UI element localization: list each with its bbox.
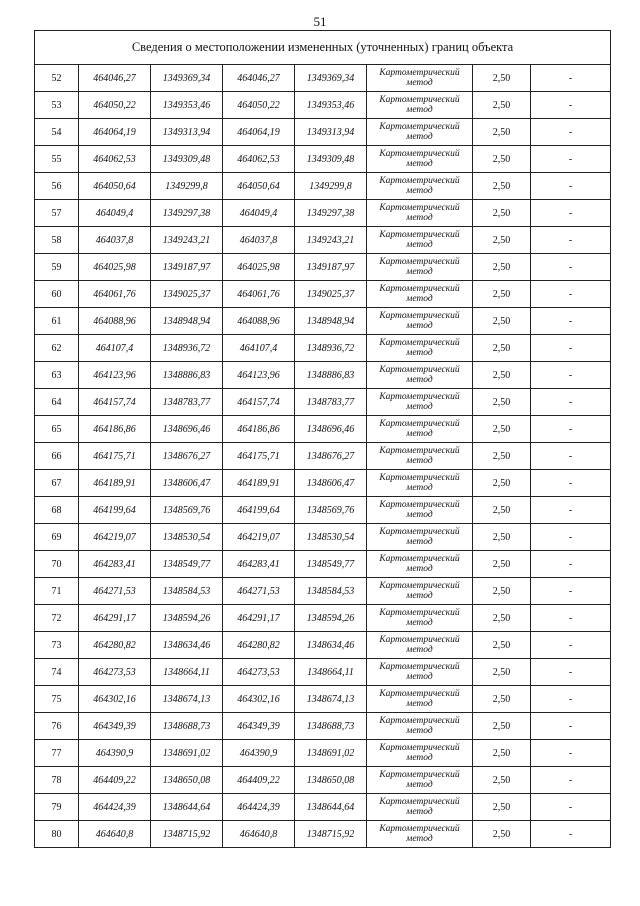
method-text: Картометрический метод	[379, 716, 460, 736]
existing-y-cell: 1348886,83	[151, 362, 223, 389]
refined-x-cell: 464283,41	[223, 551, 295, 578]
refined-x-cell: 464049,4	[223, 200, 295, 227]
table-row	[35, 686, 611, 713]
refined-x-cell: 464291,17	[223, 605, 295, 632]
point-number-cell: 66	[35, 443, 79, 470]
table-row	[35, 821, 611, 848]
refined-x-cell: 464189,91	[223, 470, 295, 497]
method-cell	[367, 416, 473, 443]
method-text: Картометрический метод	[379, 392, 460, 412]
refined-x-cell: 464064,19	[223, 119, 295, 146]
method-cell	[367, 146, 473, 173]
existing-x-cell: 464025,98	[79, 254, 151, 281]
point-number-cell: 54	[35, 119, 79, 146]
existing-y-cell: 1349243,21	[151, 227, 223, 254]
existing-x-cell: 464219,07	[79, 524, 151, 551]
existing-y-cell: 1348530,54	[151, 524, 223, 551]
existing-x-cell: 464273,53	[79, 659, 151, 686]
refined-y-cell: 1349243,21	[295, 227, 367, 254]
description-cell: -	[531, 524, 611, 551]
refined-y-cell: 1348696,46	[295, 416, 367, 443]
precision-cell: 2,50	[473, 65, 531, 92]
point-number-cell: 77	[35, 740, 79, 767]
method-cell	[367, 65, 473, 92]
table-row	[35, 713, 611, 740]
table-row	[35, 173, 611, 200]
refined-y-cell: 1348783,77	[295, 389, 367, 416]
existing-x-cell: 464302,16	[79, 686, 151, 713]
point-number-cell: 53	[35, 92, 79, 119]
description-cell: -	[531, 713, 611, 740]
existing-y-cell: 1349025,37	[151, 281, 223, 308]
existing-x-cell: 464640,8	[79, 821, 151, 848]
point-number-cell: 60	[35, 281, 79, 308]
description-cell: -	[531, 254, 611, 281]
precision-cell: 2,50	[473, 578, 531, 605]
refined-y-cell: 1348634,46	[295, 632, 367, 659]
method-text: Картометрический метод	[379, 257, 460, 277]
existing-y-cell: 1348664,11	[151, 659, 223, 686]
table-row	[35, 92, 611, 119]
method-cell	[367, 308, 473, 335]
description-cell: -	[531, 659, 611, 686]
refined-x-cell: 464157,74	[223, 389, 295, 416]
point-number-cell: 64	[35, 389, 79, 416]
refined-y-cell: 1348644,64	[295, 794, 367, 821]
table-row	[35, 254, 611, 281]
precision-cell: 2,50	[473, 470, 531, 497]
method-cell	[367, 92, 473, 119]
method-cell	[367, 821, 473, 848]
existing-y-cell: 1349187,97	[151, 254, 223, 281]
method-text: Картометрический метод	[379, 581, 460, 601]
table-title: Сведения о местоположении измененных (уточненных) границ объекта	[35, 31, 611, 65]
table-row	[35, 200, 611, 227]
method-cell	[367, 605, 473, 632]
refined-x-cell: 464050,64	[223, 173, 295, 200]
existing-y-cell: 1348674,13	[151, 686, 223, 713]
method-cell	[367, 470, 473, 497]
method-text: Картометрический метод	[379, 95, 460, 115]
method-text: Картометрический метод	[379, 122, 460, 142]
existing-x-cell: 464349,39	[79, 713, 151, 740]
existing-x-cell: 464424,39	[79, 794, 151, 821]
table-row	[35, 146, 611, 173]
point-number-cell: 79	[35, 794, 79, 821]
precision-cell: 2,50	[473, 335, 531, 362]
description-cell: -	[531, 389, 611, 416]
method-text: Картометрический метод	[379, 500, 460, 520]
method-cell	[367, 335, 473, 362]
method-cell	[367, 119, 473, 146]
description-cell: -	[531, 578, 611, 605]
precision-cell: 2,50	[473, 362, 531, 389]
table-row	[35, 632, 611, 659]
method-cell	[367, 497, 473, 524]
point-number-cell: 62	[35, 335, 79, 362]
method-cell	[367, 767, 473, 794]
method-cell	[367, 173, 473, 200]
method-text: Картометрический метод	[379, 68, 460, 88]
method-cell	[367, 632, 473, 659]
method-cell	[367, 227, 473, 254]
refined-y-cell: 1348676,27	[295, 443, 367, 470]
method-text: Картометрический метод	[379, 689, 460, 709]
method-cell	[367, 740, 473, 767]
refined-y-cell: 1349297,38	[295, 200, 367, 227]
existing-x-cell: 464050,64	[79, 173, 151, 200]
method-text: Картометрический метод	[379, 365, 460, 385]
refined-x-cell: 464107,4	[223, 335, 295, 362]
table-row	[35, 416, 611, 443]
method-text: Картометрический метод	[379, 743, 460, 763]
method-cell	[367, 551, 473, 578]
point-number-cell: 56	[35, 173, 79, 200]
description-cell: -	[531, 794, 611, 821]
method-text: Картометрический метод	[379, 176, 460, 196]
method-cell	[367, 254, 473, 281]
table-row	[35, 740, 611, 767]
table-row	[35, 281, 611, 308]
description-cell: -	[531, 281, 611, 308]
table-row	[35, 470, 611, 497]
description-cell: -	[531, 362, 611, 389]
point-number-cell: 61	[35, 308, 79, 335]
point-number-cell: 52	[35, 65, 79, 92]
method-text: Картометрический метод	[379, 635, 460, 655]
point-number-cell: 63	[35, 362, 79, 389]
existing-y-cell: 1349313,94	[151, 119, 223, 146]
description-cell: -	[531, 146, 611, 173]
description-cell: -	[531, 92, 611, 119]
description-cell: -	[531, 173, 611, 200]
method-text: Картометрический метод	[379, 554, 460, 574]
point-number-cell: 71	[35, 578, 79, 605]
existing-y-cell: 1349297,38	[151, 200, 223, 227]
method-cell	[367, 713, 473, 740]
precision-cell: 2,50	[473, 443, 531, 470]
precision-cell: 2,50	[473, 119, 531, 146]
method-text: Картометрический метод	[379, 527, 460, 547]
table-row	[35, 335, 611, 362]
method-cell	[367, 524, 473, 551]
precision-cell: 2,50	[473, 92, 531, 119]
existing-y-cell: 1348594,26	[151, 605, 223, 632]
existing-x-cell: 464037,8	[79, 227, 151, 254]
method-text: Картометрический метод	[379, 608, 460, 628]
refined-y-cell: 1348530,54	[295, 524, 367, 551]
point-number-cell: 75	[35, 686, 79, 713]
method-cell	[367, 389, 473, 416]
existing-y-cell: 1348569,76	[151, 497, 223, 524]
refined-y-cell: 1349299,8	[295, 173, 367, 200]
description-cell: -	[531, 551, 611, 578]
table-row	[35, 227, 611, 254]
existing-y-cell: 1348948,94	[151, 308, 223, 335]
existing-y-cell: 1348696,46	[151, 416, 223, 443]
table-row	[35, 308, 611, 335]
refined-x-cell: 464409,22	[223, 767, 295, 794]
method-text: Картометрический метод	[379, 230, 460, 250]
table-row	[35, 605, 611, 632]
existing-y-cell: 1348676,27	[151, 443, 223, 470]
existing-x-cell: 464199,64	[79, 497, 151, 524]
table-row	[35, 497, 611, 524]
refined-y-cell: 1348650,08	[295, 767, 367, 794]
table-row	[35, 362, 611, 389]
method-text: Картометрический метод	[379, 338, 460, 358]
point-number-cell: 68	[35, 497, 79, 524]
table-body	[35, 65, 611, 848]
description-cell: -	[531, 686, 611, 713]
existing-y-cell: 1348634,46	[151, 632, 223, 659]
description-cell: -	[531, 605, 611, 632]
refined-y-cell: 1348549,77	[295, 551, 367, 578]
table-row	[35, 389, 611, 416]
precision-cell: 2,50	[473, 551, 531, 578]
refined-x-cell: 464061,76	[223, 281, 295, 308]
point-number-cell: 67	[35, 470, 79, 497]
existing-x-cell: 464280,82	[79, 632, 151, 659]
point-number-cell: 55	[35, 146, 79, 173]
table-row	[35, 119, 611, 146]
refined-y-cell: 1348569,76	[295, 497, 367, 524]
description-cell: -	[531, 470, 611, 497]
existing-x-cell: 464175,71	[79, 443, 151, 470]
table-row	[35, 65, 611, 92]
precision-cell: 2,50	[473, 497, 531, 524]
description-cell: -	[531, 416, 611, 443]
method-text: Картометрический метод	[379, 824, 460, 844]
method-cell	[367, 686, 473, 713]
method-text: Картометрический метод	[379, 419, 460, 439]
refined-y-cell: 1349309,48	[295, 146, 367, 173]
refined-y-cell: 1348886,83	[295, 362, 367, 389]
refined-y-cell: 1348594,26	[295, 605, 367, 632]
refined-y-cell: 1349353,46	[295, 92, 367, 119]
point-number-cell: 76	[35, 713, 79, 740]
table-row	[35, 551, 611, 578]
description-cell: -	[531, 119, 611, 146]
refined-x-cell: 464349,39	[223, 713, 295, 740]
refined-x-cell: 464037,8	[223, 227, 295, 254]
refined-y-cell: 1348584,53	[295, 578, 367, 605]
existing-x-cell: 464123,96	[79, 362, 151, 389]
point-number-cell: 72	[35, 605, 79, 632]
refined-x-cell: 464088,96	[223, 308, 295, 335]
precision-cell: 2,50	[473, 713, 531, 740]
description-cell: -	[531, 497, 611, 524]
existing-y-cell: 1348715,92	[151, 821, 223, 848]
point-number-cell: 70	[35, 551, 79, 578]
method-cell	[367, 794, 473, 821]
existing-y-cell: 1348584,53	[151, 578, 223, 605]
point-number-cell: 59	[35, 254, 79, 281]
refined-x-cell: 464280,82	[223, 632, 295, 659]
method-cell	[367, 578, 473, 605]
precision-cell: 2,50	[473, 200, 531, 227]
precision-cell: 2,50	[473, 524, 531, 551]
existing-y-cell: 1348691,02	[151, 740, 223, 767]
refined-y-cell: 1348948,94	[295, 308, 367, 335]
refined-x-cell: 464302,16	[223, 686, 295, 713]
point-number-cell: 74	[35, 659, 79, 686]
existing-x-cell: 464062,53	[79, 146, 151, 173]
refined-x-cell: 464046,27	[223, 65, 295, 92]
existing-x-cell: 464291,17	[79, 605, 151, 632]
precision-cell: 2,50	[473, 794, 531, 821]
precision-cell: 2,50	[473, 740, 531, 767]
refined-y-cell: 1349313,94	[295, 119, 367, 146]
existing-x-cell: 464186,86	[79, 416, 151, 443]
method-text: Картометрический метод	[379, 446, 460, 466]
existing-y-cell: 1349309,48	[151, 146, 223, 173]
method-text: Картометрический метод	[379, 473, 460, 493]
precision-cell: 2,50	[473, 686, 531, 713]
description-cell: -	[531, 227, 611, 254]
refined-x-cell: 464175,71	[223, 443, 295, 470]
method-cell	[367, 281, 473, 308]
table-row	[35, 794, 611, 821]
existing-y-cell: 1348936,72	[151, 335, 223, 362]
existing-x-cell: 464064,19	[79, 119, 151, 146]
refined-y-cell: 1349187,97	[295, 254, 367, 281]
refined-x-cell: 464025,98	[223, 254, 295, 281]
existing-x-cell: 464088,96	[79, 308, 151, 335]
existing-y-cell: 1348549,77	[151, 551, 223, 578]
existing-x-cell: 464271,53	[79, 578, 151, 605]
existing-x-cell: 464157,74	[79, 389, 151, 416]
refined-x-cell: 464123,96	[223, 362, 295, 389]
description-cell: -	[531, 308, 611, 335]
existing-x-cell: 464283,41	[79, 551, 151, 578]
point-number-cell: 80	[35, 821, 79, 848]
existing-x-cell: 464390,9	[79, 740, 151, 767]
description-cell: -	[531, 200, 611, 227]
existing-x-cell: 464189,91	[79, 470, 151, 497]
point-number-cell: 65	[35, 416, 79, 443]
point-number-cell: 73	[35, 632, 79, 659]
page-number: 51	[313, 14, 327, 29]
method-text: Картометрический метод	[379, 149, 460, 169]
method-text: Картометрический метод	[379, 797, 460, 817]
refined-x-cell: 464390,9	[223, 740, 295, 767]
precision-cell: 2,50	[473, 254, 531, 281]
refined-x-cell: 464186,86	[223, 416, 295, 443]
precision-cell: 2,50	[473, 605, 531, 632]
precision-cell: 2,50	[473, 281, 531, 308]
method-cell	[367, 200, 473, 227]
description-cell: -	[531, 767, 611, 794]
method-text: Картометрический метод	[379, 770, 460, 790]
point-number-cell: 78	[35, 767, 79, 794]
precision-cell: 2,50	[473, 389, 531, 416]
refined-x-cell: 464271,53	[223, 578, 295, 605]
refined-y-cell: 1348715,92	[295, 821, 367, 848]
description-cell: -	[531, 821, 611, 848]
existing-y-cell: 1348783,77	[151, 389, 223, 416]
existing-y-cell: 1348688,73	[151, 713, 223, 740]
table-row	[35, 524, 611, 551]
refined-x-cell: 464050,22	[223, 92, 295, 119]
method-text: Картометрический метод	[379, 311, 460, 331]
method-cell	[367, 659, 473, 686]
existing-x-cell: 464061,76	[79, 281, 151, 308]
refined-y-cell: 1348688,73	[295, 713, 367, 740]
method-text: Картометрический метод	[379, 284, 460, 304]
precision-cell: 2,50	[473, 308, 531, 335]
precision-cell: 2,50	[473, 416, 531, 443]
precision-cell: 2,50	[473, 821, 531, 848]
precision-cell: 2,50	[473, 632, 531, 659]
method-text: Картометрический метод	[379, 203, 460, 223]
existing-x-cell: 464409,22	[79, 767, 151, 794]
refined-x-cell: 464424,39	[223, 794, 295, 821]
description-cell: -	[531, 740, 611, 767]
existing-y-cell: 1349353,46	[151, 92, 223, 119]
existing-y-cell: 1348644,64	[151, 794, 223, 821]
description-cell: -	[531, 65, 611, 92]
boundary-coordinates-table	[34, 30, 611, 848]
refined-y-cell: 1348691,02	[295, 740, 367, 767]
precision-cell: 2,50	[473, 767, 531, 794]
refined-x-cell: 464219,07	[223, 524, 295, 551]
table-row	[35, 578, 611, 605]
refined-y-cell: 1348664,11	[295, 659, 367, 686]
existing-x-cell: 464050,22	[79, 92, 151, 119]
refined-y-cell: 1348936,72	[295, 335, 367, 362]
precision-cell: 2,50	[473, 173, 531, 200]
existing-y-cell: 1349299,8	[151, 173, 223, 200]
existing-y-cell: 1348650,08	[151, 767, 223, 794]
point-number-cell: 57	[35, 200, 79, 227]
point-number-cell: 69	[35, 524, 79, 551]
existing-x-cell: 464046,27	[79, 65, 151, 92]
refined-x-cell: 464199,64	[223, 497, 295, 524]
refined-x-cell: 464273,53	[223, 659, 295, 686]
refined-y-cell: 1349369,34	[295, 65, 367, 92]
method-cell	[367, 443, 473, 470]
refined-y-cell: 1348606,47	[295, 470, 367, 497]
table-row	[35, 443, 611, 470]
table-row	[35, 659, 611, 686]
description-cell: -	[531, 632, 611, 659]
refined-x-cell: 464640,8	[223, 821, 295, 848]
table-row	[35, 767, 611, 794]
refined-y-cell: 1348674,13	[295, 686, 367, 713]
existing-x-cell: 464107,4	[79, 335, 151, 362]
precision-cell: 2,50	[473, 146, 531, 173]
method-cell	[367, 362, 473, 389]
refined-y-cell: 1349025,37	[295, 281, 367, 308]
precision-cell: 2,50	[473, 227, 531, 254]
description-cell: -	[531, 335, 611, 362]
existing-y-cell: 1348606,47	[151, 470, 223, 497]
method-text: Картометрический метод	[379, 662, 460, 682]
refined-x-cell: 464062,53	[223, 146, 295, 173]
point-number-cell: 58	[35, 227, 79, 254]
precision-cell: 2,50	[473, 659, 531, 686]
existing-x-cell: 464049,4	[79, 200, 151, 227]
description-cell: -	[531, 443, 611, 470]
existing-y-cell: 1349369,34	[151, 65, 223, 92]
